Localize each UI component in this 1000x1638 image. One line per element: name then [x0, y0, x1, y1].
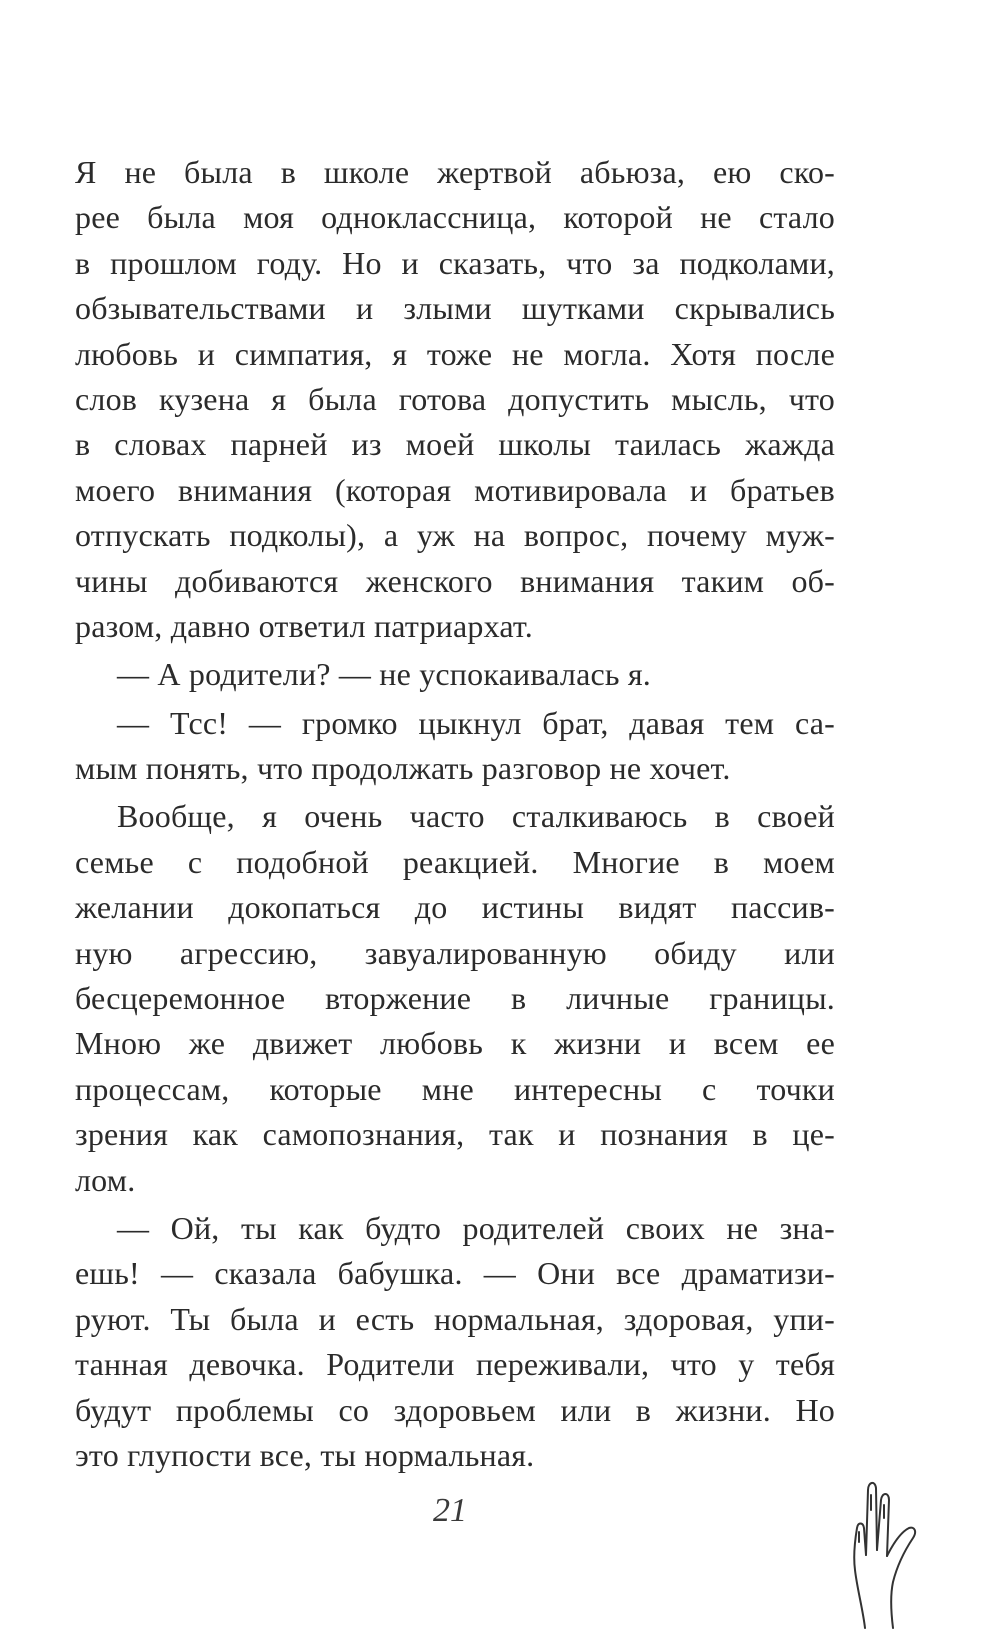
text-line: в прошлом году. Но и сказать, что за подколами, [75, 244, 835, 281]
text-line: желании докопаться до истины видят пассив- [75, 889, 835, 926]
body-text [75, 150, 835, 1478]
raised-hand-icon [835, 1470, 925, 1630]
text-line: Мною же движет любовь к жизни и всем ее [75, 1025, 835, 1062]
text-line: разом, давно ответил патриархат. [75, 607, 533, 644]
text-line: будут проблемы со здоровьем или в жизни. Но [75, 1391, 835, 1428]
text-line: зрения как самопознания, так и познания в це- [75, 1116, 835, 1153]
text-line: обзывательствами и злыми шутками скрывались [75, 290, 835, 327]
paragraph-start-line: Вообще, я очень часто сталкиваюсь в своей [117, 798, 835, 835]
text-line: ешь! — сказала бабушка. — Они все драматизи- [75, 1255, 835, 1292]
text-line: отпускать подколы), а уж на вопрос, почему муж- [75, 517, 835, 554]
text-line: моего внимания (которая мотивировала и братьев [75, 471, 835, 508]
text-line: мым понять, что продолжать разговор не хочет. [75, 750, 731, 787]
text-line: ную агрессию, завуалированную обиду или [75, 934, 835, 971]
text-line: Я не была в школе жертвой абьюза, ею ско- [75, 154, 835, 190]
dialogue-line: — Ой, ты как будто родителей своих не зна- [117, 1209, 835, 1246]
dialogue-line: — А родители? — не успокаивалась я. [117, 656, 651, 693]
page-number: 21 [433, 1492, 467, 1529]
text-line: чины добиваются женского внимания таким об- [75, 562, 835, 599]
text-line: семье с подобной реакцией. Многие в моем [75, 843, 835, 880]
text-line: рее была моя одноклассница, которой не стало [75, 199, 835, 236]
text-line: процессам, которые мне интересны с точки [75, 1070, 835, 1107]
text-line: бесцеремонное вторжение в личные границы. [75, 980, 835, 1017]
dialogue-line: — Тсс! — громко цыкнул брат, давая тем са- [117, 704, 835, 741]
text-line: любовь и симпатия, я тоже не могла. Хотя после [75, 335, 835, 372]
text-line: лом. [75, 1161, 136, 1198]
text-line: в словах парней из моей школы таилась жажда [75, 426, 835, 463]
text-line: это глупости все, ты нормальная. [75, 1436, 535, 1473]
text-line: танная девочка. Родители переживали, что у тебя [75, 1346, 835, 1383]
text-line: руют. Ты была и есть нормальная, здоровая, упи- [75, 1300, 835, 1337]
text-line: слов кузена я была готова допустить мысль, что [75, 380, 835, 417]
